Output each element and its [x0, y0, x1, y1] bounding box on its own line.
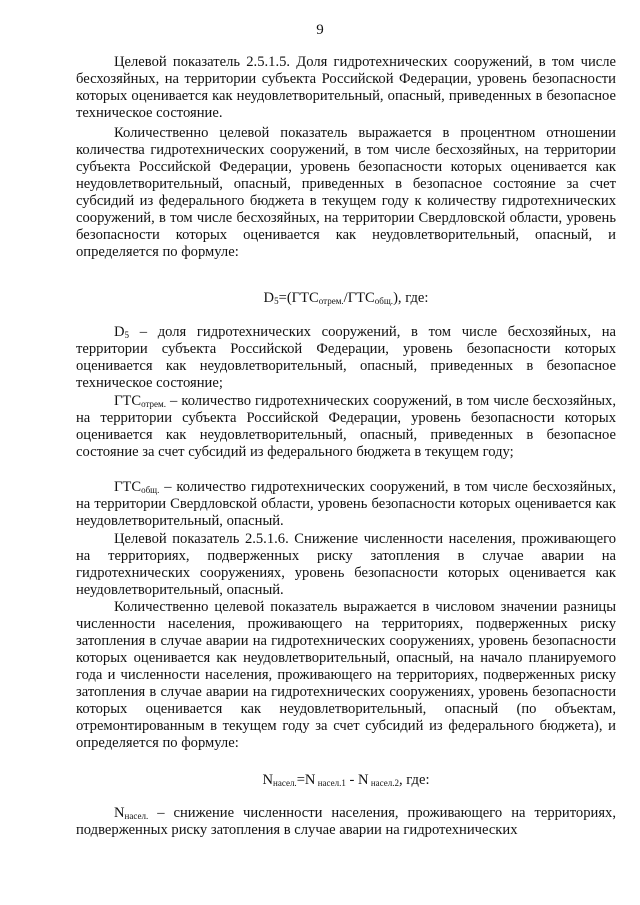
paragraph-indicator-2-5-1-6: Целевой показатель 2.5.1.6. Снижение численности населения, проживающего на территориях, подверженных риску затопления в случае аварии на гидротехнических сооружениях, уровень безопасности которых оценивается как неудовлетворительный, опасный. — [76, 531, 616, 598]
definition-d5: $D_5$ – доля гидротехнических сооружений, в том числе бесхозяйных, на территории субъекта Российской Федерации, уровень безопасности которых оценивается как неудовлетворительный, опасный, приведенных в безопасное техническое состояние; — [76, 324, 616, 391]
paragraph-quantification-2: Количественно целевой показатель выражается в числовом значении разницы численности населения, проживающего на территориях, подверженных риску затопления в случае аварии на гидротехнических сооружениях, уровень безопасности которых оценивается как неудовлетворительный, опасный, на начало планируемого года и численности населения, проживающего на территориях, подверженных риску затопления в случае аварии на гидротехнических сооружениях, уровень безопасности которых оценивается как неудовлетворительный, опасный (по объектам, отремонтированным в текущем году за счет субсидий из федерального бюджета), и определяется по формуле: — [76, 599, 616, 751]
formula-n-nasel: $N_{насел.}=N$ $_{насел.1}$ - N $_{насел.2}$, где: — [262, 772, 430, 788]
definition-n-nasel: $N_{насел.}$ – снижение численности населения, проживающего на территориях, подверженных риску затопления в случае аварии на гидротехнических — [76, 805, 616, 838]
definition-gts-otrem: $ГТС_{отрем.}$ – количество гидротехнических сооружений, в том числе бесхозяйных, на территории субъекта Российской Федерации, уровень безопасности которых оценивается как неудовлетворительный, опасный, приведенных в безопасное состояние за счет субсидий из федерального бюджета в текущем году; — [76, 393, 616, 460]
paragraph-quantification-1: Количественно целевой показатель выражается в процентном отношении количества гидротехнических сооружений, в том числе бесхозяйных, на территории субъекта Российской Федерации, уровень безопасности которых оценивается как неудовлетворительный, опасный, приведенных в безопасное состояние за счет субсидий из федерального бюджета в текущем году к количеству гидротехнических сооружений, в том числе бесхозяйных, на территории Свердловской области, уровень безопасности которых оценивается как неудовлетворительный, опасный, и определяется по формуле: — [76, 125, 616, 260]
paragraph-indicator-2-5-1-5: Целевой показатель 2.5.1.5. Доля гидротехнических сооружений, в том числе бесхозяйных, на территории субъекта Российской Федерации, уровень безопасности которых оценивается как неудовлетворительный, опасный, приведенных в безопасное техническое состояние. — [76, 54, 616, 121]
page-number: 9 — [316, 22, 324, 38]
formula-d5: $D_5=(ГТС_{отрем.}/ГТС_{общ.})$, где: — [263, 290, 429, 306]
definition-gts-obsh: $ГТС_{общ.}$ – количество гидротехнических сооружений, в том числе бесхозяйных, на территории Свердловской области, уровень безопасности которых оценивается как неудовлетворительный, опасный. — [76, 479, 616, 529]
